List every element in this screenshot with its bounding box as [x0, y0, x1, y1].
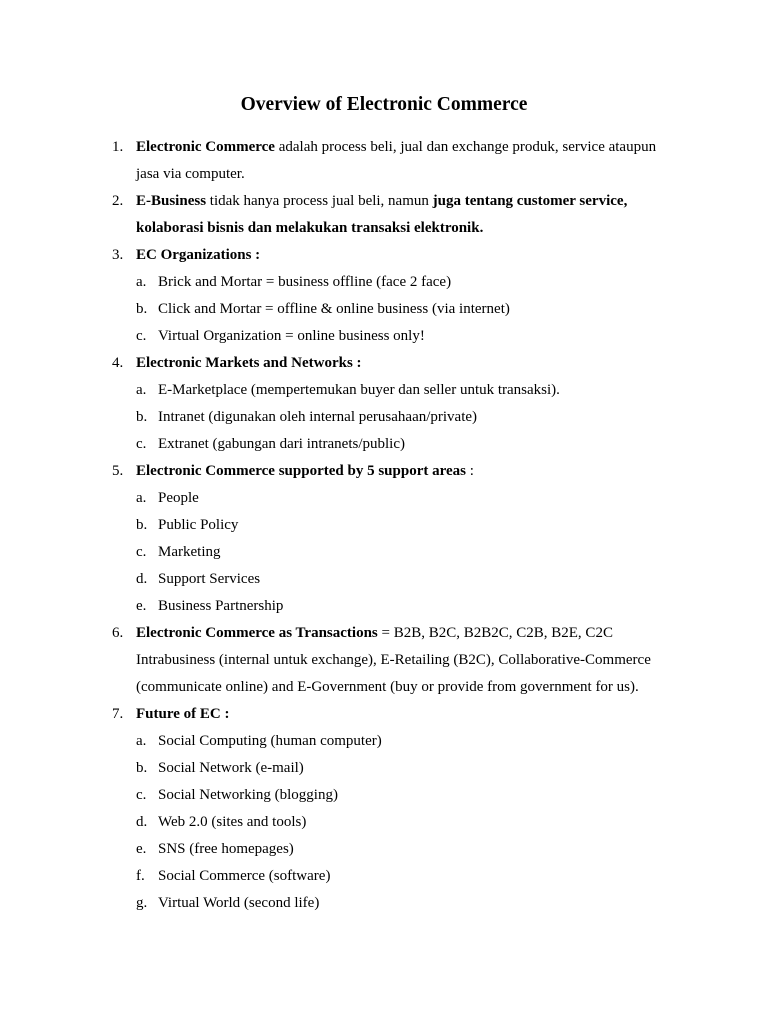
item-number: 5. — [112, 463, 124, 479]
item-number: 7. — [112, 706, 124, 722]
sub-item — [136, 836, 672, 863]
sub-item-text: People — [158, 490, 199, 506]
item-term: Electronic Commerce — [136, 139, 275, 155]
item-heading: Future of EC : — [136, 706, 230, 722]
sub-item-text: Web 2.0 (sites and tools) — [158, 814, 307, 830]
list-item-5 — [112, 458, 672, 620]
sub-item — [136, 404, 672, 431]
sub-item — [136, 512, 672, 539]
sub-item-letter: b. — [136, 760, 148, 776]
sub-item — [136, 431, 672, 458]
item-number: 3. — [112, 247, 124, 263]
sub-item-letter: a. — [136, 733, 147, 749]
item-number: 4. — [112, 355, 124, 371]
sub-item-text: SNS (free homepages) — [158, 841, 294, 857]
list-item-3 — [112, 242, 672, 350]
sub-item-text: Public Policy — [158, 517, 239, 533]
page-title: Overview of Electronic Commerce — [240, 94, 528, 115]
sub-item — [136, 323, 672, 350]
list-item-7 — [112, 701, 672, 917]
sub-item-letter: b. — [136, 517, 148, 533]
sub-item — [136, 728, 672, 755]
sub-item-letter: b. — [136, 409, 148, 425]
list-item-4 — [112, 350, 672, 458]
sub-item-letter: e. — [136, 841, 147, 857]
item-number: 1. — [112, 139, 124, 155]
item-number: 2. — [112, 193, 124, 209]
sub-item-text: Extranet (gabungan dari intranets/public) — [158, 436, 405, 452]
item-number: 6. — [112, 625, 124, 641]
item-heading: Electronic Commerce supported by 5 support areas — [136, 463, 466, 479]
sub-item — [136, 890, 672, 917]
item-term: Electronic Commerce as Transactions — [136, 625, 378, 641]
item-emphasis: juga tentang customer service, kolaborasi bisnis dan melakukan transaksi elektronik. — [136, 193, 628, 236]
sub-item-letter: b. — [136, 301, 148, 317]
sub-item — [136, 539, 672, 566]
sub-item-letter: c. — [136, 436, 147, 452]
item-text: = B2B, B2C, B2B2C, C2B, B2E, C2C Intrabusiness (internal untuk exchange), E-Retailing (B2C), Collaborative-Commerce (communicate online) and E-Government (buy or provide from government for us). — [136, 625, 651, 695]
sub-item-text: Virtual Organization = online business only! — [158, 328, 425, 344]
list-item-1 — [112, 134, 672, 188]
item-heading: EC Organizations : — [136, 247, 261, 263]
sub-item — [136, 269, 672, 296]
sub-item — [136, 863, 672, 890]
sub-item-letter: d. — [136, 571, 148, 587]
sub-item-letter: f. — [136, 868, 145, 884]
item-heading: Electronic Markets and Networks : — [136, 355, 362, 371]
sub-item-letter: e. — [136, 598, 147, 614]
item-text: : — [465, 463, 474, 479]
sub-item-text: Support Services — [158, 571, 261, 587]
sub-item-text: Click and Mortar = offline & online business (via internet) — [158, 301, 510, 317]
sub-item — [136, 593, 672, 620]
sub-item-text: Intranet (digunakan oleh internal perusahaan/private) — [158, 409, 478, 425]
overview-list — [112, 134, 672, 917]
sub-item-letter: c. — [136, 328, 147, 344]
sub-item-letter: a. — [136, 382, 147, 398]
sub-item-text: Social Commerce (software) — [158, 868, 331, 884]
sub-item — [136, 755, 672, 782]
item-term: E-Business — [136, 193, 207, 209]
sub-item-text: Virtual World (second life) — [158, 895, 320, 911]
sub-item-text: Business Partnership — [158, 598, 284, 614]
sub-item-letter: a. — [136, 490, 147, 506]
sub-item-text: Social Network (e-mail) — [158, 760, 304, 776]
sub-item-letter: c. — [136, 544, 147, 560]
item-text: adalah process beli, jual dan exchange produk, service ataupun jasa via computer. — [136, 139, 657, 182]
sub-item-text: Brick and Mortar = business offline (face 2 face) — [158, 274, 452, 290]
sub-item — [136, 296, 672, 323]
list-item-6 — [112, 620, 672, 701]
sub-item-letter: c. — [136, 787, 147, 803]
sub-item — [136, 566, 672, 593]
sub-item-letter: a. — [136, 274, 147, 290]
sub-item-text: E-Marketplace (mempertemukan buyer dan seller untuk transaksi). — [158, 382, 560, 398]
sub-item-text: Marketing — [158, 544, 221, 560]
item-text: tidak hanya process jual beli, namun — [206, 193, 433, 209]
sub-item — [136, 782, 672, 809]
sub-item-text: Social Networking (blogging) — [158, 787, 338, 803]
sub-item-text: Social Computing (human computer) — [158, 733, 382, 749]
sub-item — [136, 809, 672, 836]
sub-item — [136, 485, 672, 512]
sub-item-letter: d. — [136, 814, 148, 830]
list-item-2 — [112, 188, 672, 242]
sub-item-letter: g. — [136, 895, 148, 911]
sub-item — [136, 377, 672, 404]
